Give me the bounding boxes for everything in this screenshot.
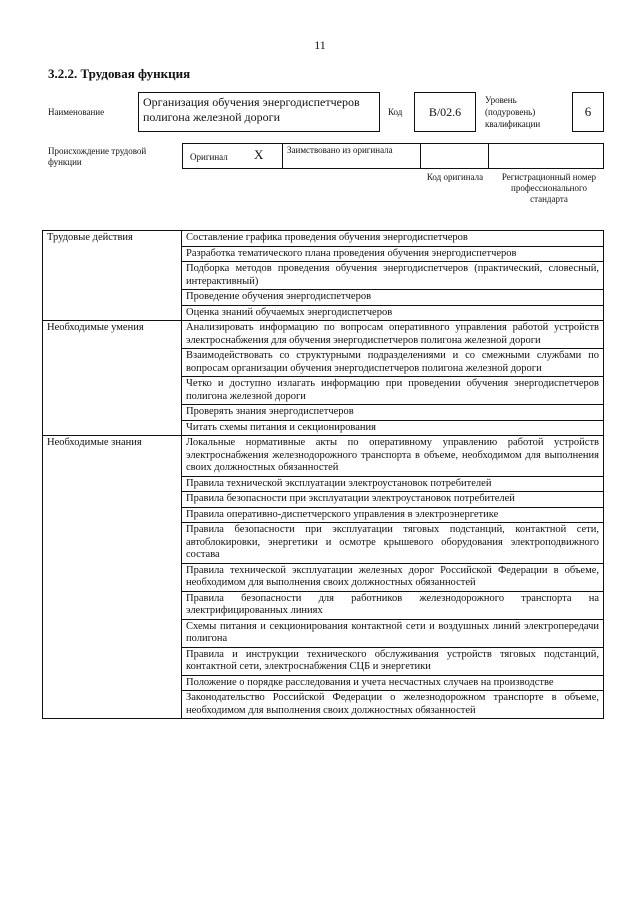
reg-number-caption: Регистрационный номер профессионального стандарта — [501, 172, 597, 204]
item-cell: Оценка знаний обучаемых энергодиспетчеров — [182, 305, 604, 321]
section-title: 3.2.2. Трудовая функция — [48, 66, 191, 81]
item-cell: Правила технической эксплуатации железных дорог Российской Федерации в объеме, необходимом для выполнения своих должностных обязанностей — [182, 563, 604, 591]
original-label: Оригинал — [190, 152, 228, 162]
name-label: Наименование — [48, 107, 105, 117]
competency-table — [42, 230, 604, 719]
item-cell: Локальные нормативные акты по оперативному управлению работой устройств электроснабжения железнодорожного транспорта в объеме, необходимом для выполнения своих должностных обязанностей — [182, 436, 604, 477]
origin-divider — [420, 143, 421, 169]
item-cell: Проверять знания энергодиспетчеров — [182, 405, 604, 421]
origin-label: Происхождение трудовой функции — [48, 146, 147, 167]
level-label: Уровень (подуровень) квалификации — [485, 95, 541, 129]
item-cell: Проведение обучения энергодиспетчеров — [182, 290, 604, 306]
item-cell: Анализировать информацию по вопросам оперативного управления работой устройств электроснабжения для обучения энергодиспетчеров полигона железной дороги — [182, 321, 604, 349]
table-row — [43, 231, 604, 247]
level-value: 6 — [572, 92, 604, 132]
category-cell: Необходимые умения — [43, 321, 182, 436]
item-cell: Четко и доступно излагать информацию при проведении обучения энергодиспетчеров полигона железной дороги — [182, 377, 604, 405]
item-cell: Правила и инструкции технического обслуживания устройств тяговых подстанций, контактной сети, электроснабжения СЦБ и энергетики — [182, 647, 604, 675]
item-cell: Положение о порядке расследования и учета несчастных случаев на производстве — [182, 675, 604, 691]
item-cell: Подборка методов проведения обучения энергодиспетчеров (практический, словесный, интерактивный) — [182, 262, 604, 290]
table-row — [43, 321, 604, 349]
origin-divider — [488, 143, 489, 169]
item-cell: Разработка тематического плана проведения обучения энергодиспетчеров — [182, 246, 604, 262]
borrowed-label: Заимствовано из оригинала — [287, 145, 393, 155]
category-cell: Необходимые знания — [43, 436, 182, 719]
category-cell: Трудовые действия — [43, 231, 182, 321]
item-cell: Взаимодействовать со структурными подразделениями и со смежными службами по вопросам организации обучения энергодиспетчеров полигона железной дороги — [182, 349, 604, 377]
item-cell: Читать схемы питания и секционирования — [182, 420, 604, 436]
item-cell: Правила безопасности при эксплуатации тяговых подстанций, контактной сети, автоблокировки, энергетики и осмотре крышевого оборудования электроподвижного состава — [182, 523, 604, 564]
table-row — [43, 436, 604, 477]
item-cell: Правила безопасности для работников железнодорожного транспорта на электрифицированных линиях — [182, 591, 604, 619]
origin-divider — [282, 143, 283, 169]
item-cell: Правила оперативно-диспетчерского управления в электроэнергетике — [182, 507, 604, 523]
item-cell: Правила безопасности при эксплуатации электроустановок потребителей — [182, 492, 604, 508]
item-cell: Правила технической эксплуатации электроустановок потребителей — [182, 476, 604, 492]
item-cell: Законодательство Российской Федерации о железнодорожном транспорте в объеме, необходимом для выполнения своих должностных обязанностей — [182, 691, 604, 719]
original-mark: X — [254, 147, 264, 162]
origin-code-caption: Код оригинала — [426, 172, 484, 182]
item-cell: Схемы питания и секционирования контактной сети и воздушных линий электропередачи полигона — [182, 619, 604, 647]
code-value: В/02.6 — [414, 92, 476, 132]
code-label: Код — [388, 107, 403, 117]
item-cell: Составление графика проведения обучения энергодиспетчеров — [182, 231, 604, 247]
function-name-value: Организация обучения энергодиспетчеров полигона железной дороги — [138, 92, 380, 132]
page-number: 11 — [314, 38, 326, 52]
